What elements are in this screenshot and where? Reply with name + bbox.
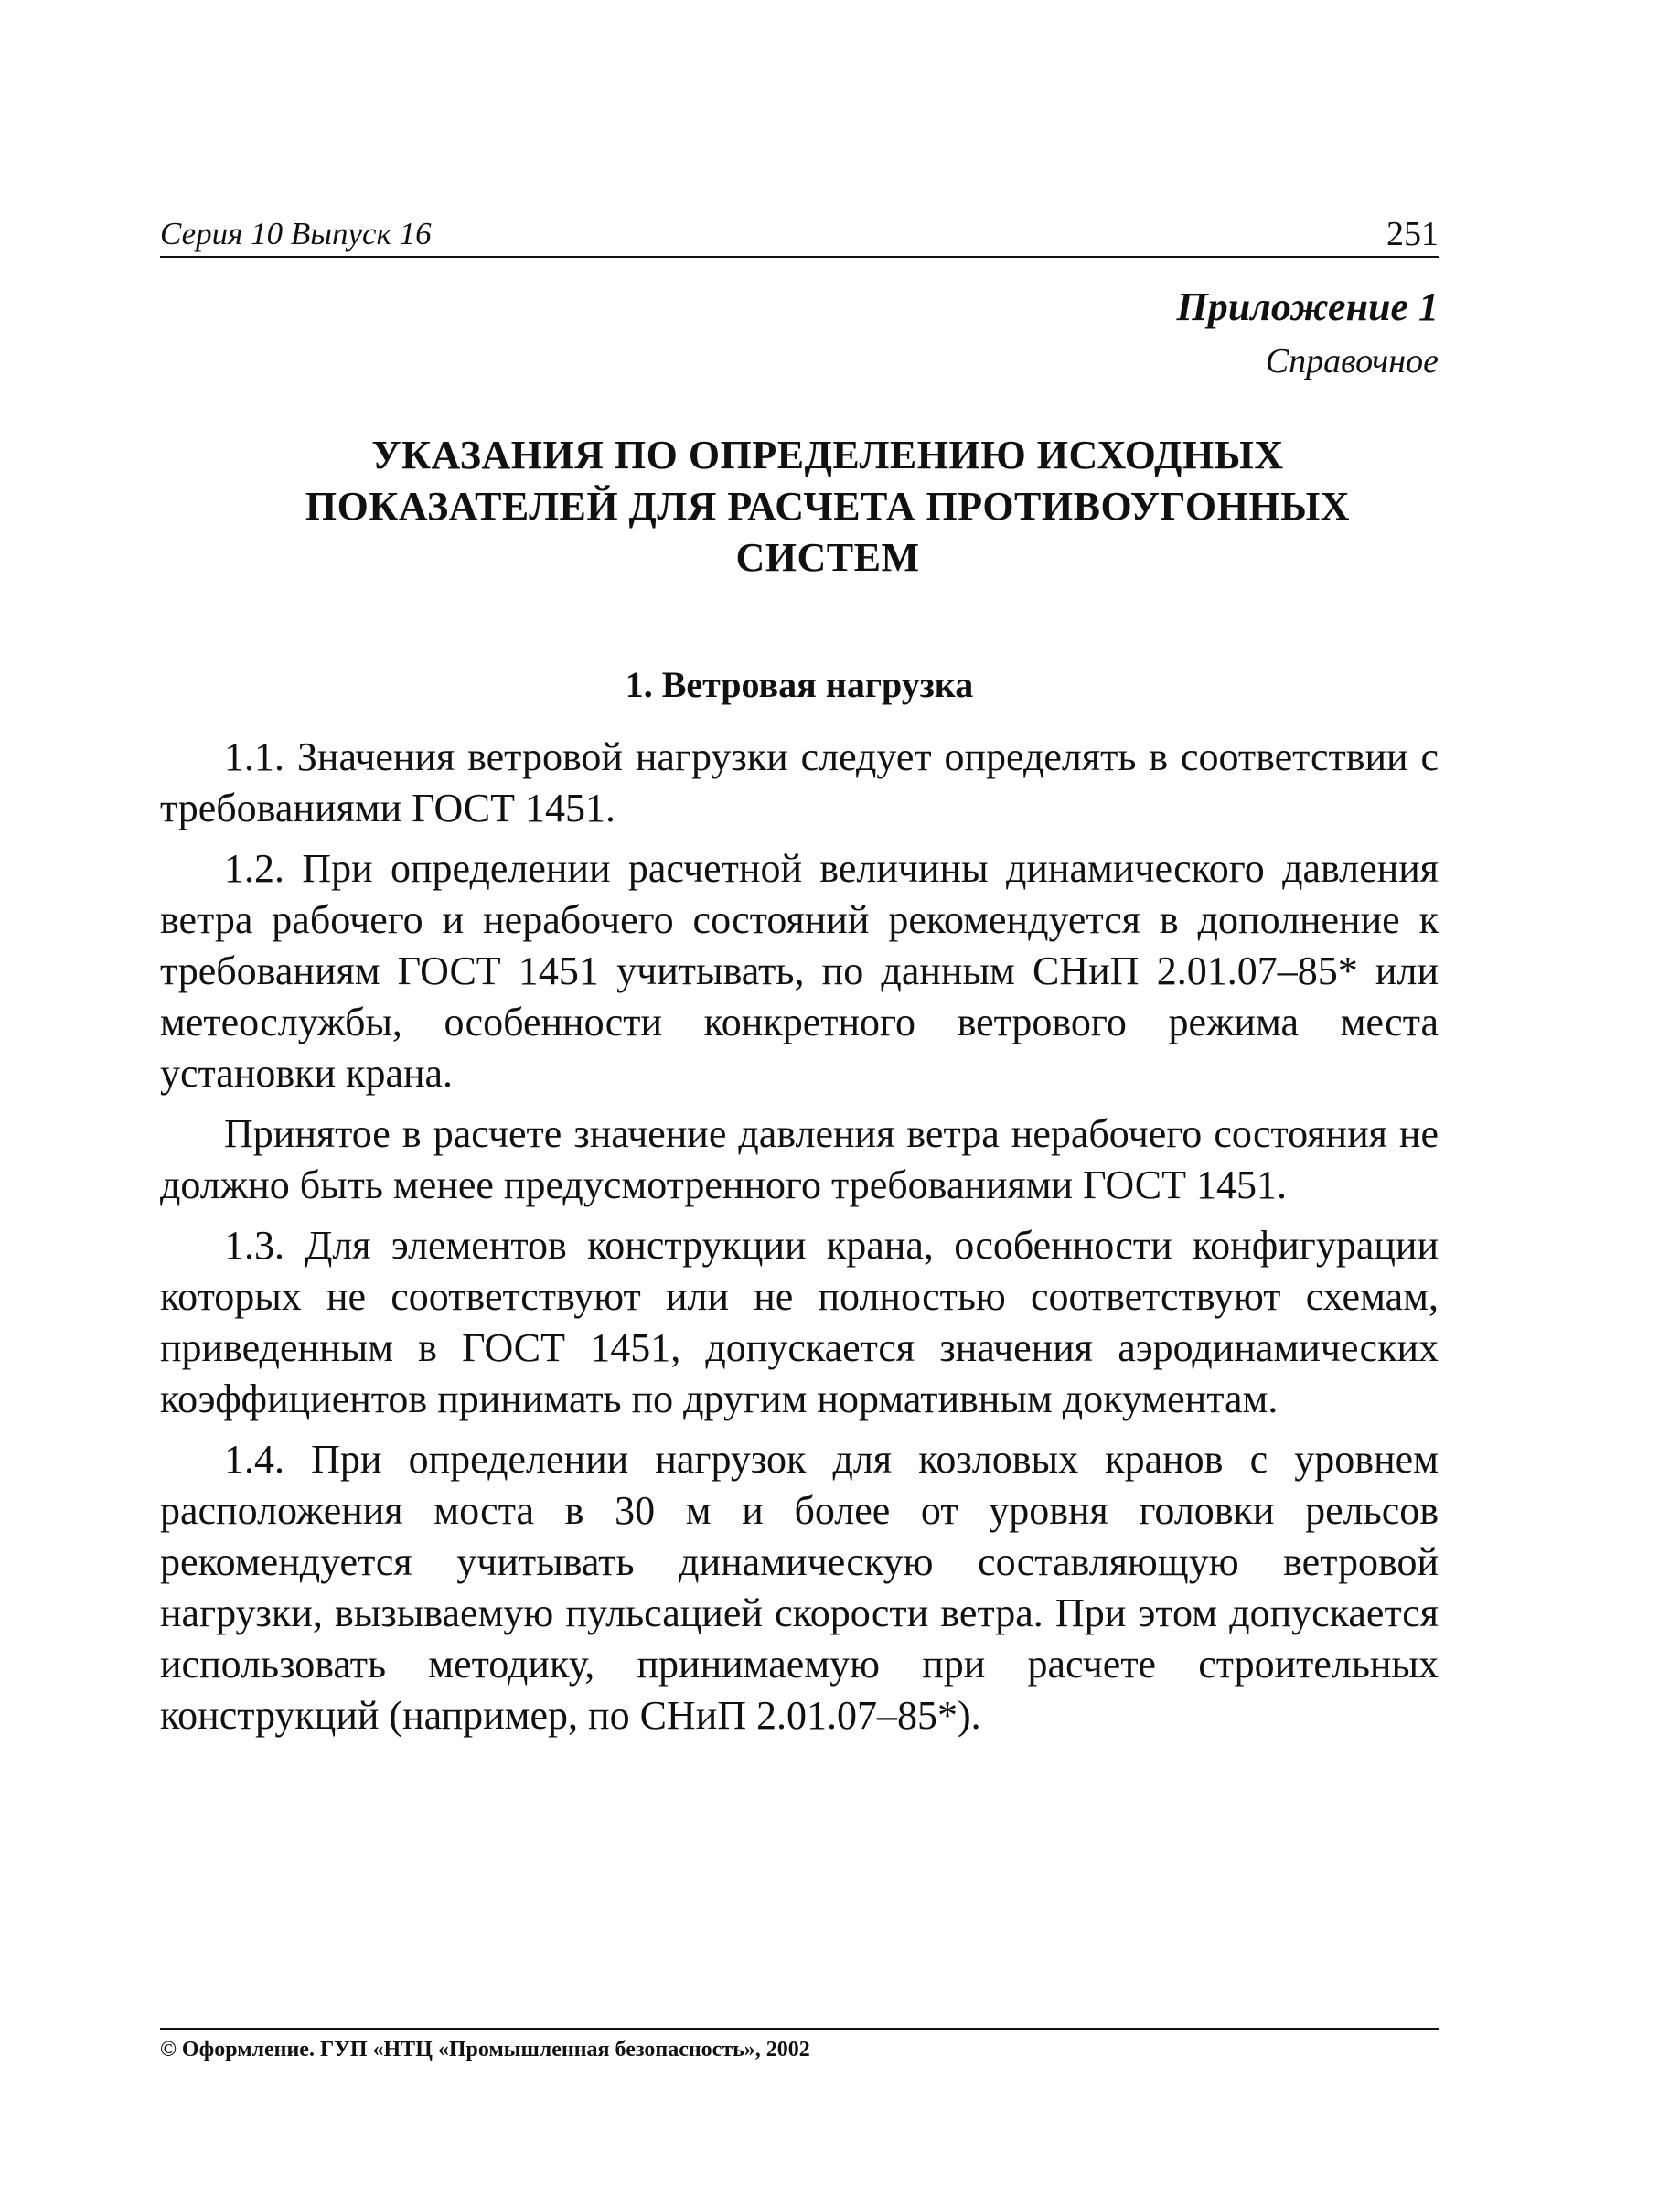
appendix-kind: Справочное	[1265, 342, 1439, 380]
paragraph: 1.3. Для элементов конструкции крана, особенности конфигурации которых не соответствуют или не полностью соответствуют схемам, приведенным в ГОСТ 1451, допускается значения аэродинамических коэффициентов принимать по другим нормативным документам.	[160, 1223, 1439, 1421]
paragraph: 1.1. Значения ветровой нагрузки следует определять в соответствии с требованиями ГОСТ 1451.	[160, 734, 1439, 830]
title-line: ПОКАЗАТЕЛЕЙ ДЛЯ РАСЧЕТА ПРОТИВОУГОННЫХ	[305, 484, 1351, 529]
appendix-label: Приложение 1	[1176, 284, 1439, 329]
title-line: УКАЗАНИЯ ПО ОПРЕДЕЛЕНИЮ ИСХОДНЫХ	[371, 433, 1284, 477]
running-header	[160, 209, 1439, 258]
copyright-footer: © Оформление. ГУП «НТЦ «Промышленная безопасность», 2002	[160, 2038, 810, 2062]
series-issue-label: Серия 10 Выпуск 16	[160, 216, 432, 252]
paragraph: 1.4. При определении нагрузок для козловых кранов с уровнем расположения моста в 30 м и более от уровня головки рельсов рекомендуется учитывать динамическую составляющую ветровой нагрузки, вызываемую пульсацией скорости ветра. При этом допускается использовать методику, принимаемую при расчете строительных конструкций (например, по СНиП 2.01.07–85*).	[160, 1437, 1439, 1738]
paragraph: Принятое в расчете значение давления ветра нерабочего состояния не должно быть менее предусмотренного требованиями ГОСТ 1451.	[160, 1111, 1439, 1207]
section-heading: 1. Ветровая нагрузка	[625, 664, 974, 705]
body-text	[160, 732, 1439, 1751]
footer-divider	[160, 2028, 1439, 2030]
paragraph: 1.2. При определении расчетной величины динамического давления ветра рабочего и нерабочего состояний рекомендуется в дополнение к требованиям ГОСТ 1451 учитывать, по данным СНиП 2.01.07–85* или метеослужбы, особенности конкретного ветрового режима места установки крана.	[160, 846, 1439, 1096]
title-line: СИСТЕМ	[735, 535, 920, 580]
document-title	[219, 430, 1436, 584]
page-number: 251	[1386, 215, 1439, 253]
